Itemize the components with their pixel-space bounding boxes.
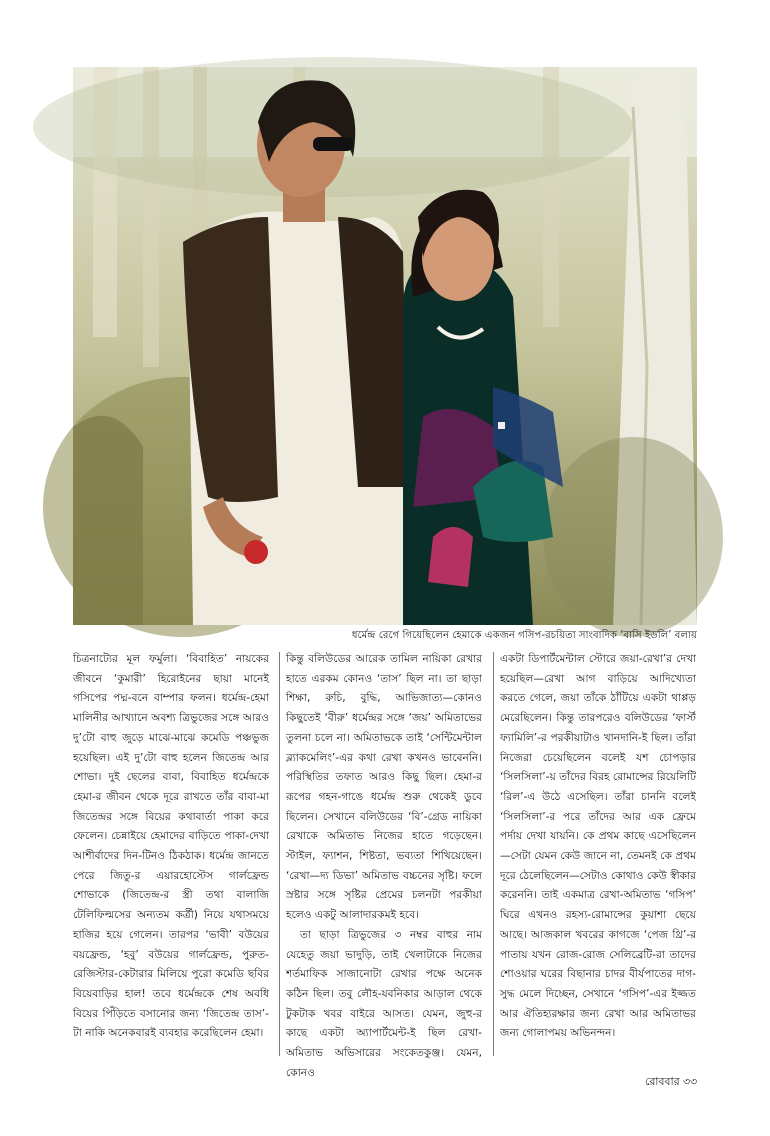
page-folio bbox=[560, 1073, 697, 1089]
paragraph: একটা ডিপার্টমেন্টাল স্টোরে জয়া-রেখা’র দেখা হয়েছিল—রেখা আগ বাড়িয়ে আদিখ্যেতা করতে গেলে, জয়া তাঁকে ঠাঁটিয়ে একটা থাপ্পড় মেরেছিলেন। কিন্তু তারপরেও বলিউডের ‘ফার্স্ট ফ্যামিলি’-র পরকীয়াটাও খানদানি-ই ছিল। তাঁরা নিজেরা চেয়েছিলেন বলেই যশ চোপড়ার ‘সিলসিলা’-য় তাঁদের বিরহ রোমান্সের রিয়েলিটি ‘রিল’-এ উঠে এসেছিল। তাঁরা চাননি বলেই ‘সিলসিলা’-র পরে তাঁদের আর এক ফ্রেমে পর্দায় দেখা যায়নি। কে প্রথম কাছে এসেছিলেন—সেটা যেমন কেউ জানে না, তেমনই কে প্রথম দূরে ঠেলেছিলেন—সেটাও কোথাও কেউ স্বীকার করেননি। তাই একমাত্র রেখা-অমিতাভ ‘গসিপ’ ঘিরে এখনও রহস্য-রোমান্সের কুয়াশা ছেয়ে আছে। আজকাল খবরের কাগজে ‘পেজ থ্রি’-র পাতায় যখন রোজ-রোজ সেলিব্রেটি-রা তাদের শোওয়ার ঘরের বিছানার চাদর বীর্যপাতের দাগ-সুদ্ধ মেলে দিচ্ছেন, সেখানে ‘গসিপ’-এর ইজ্জত আর ঐতিহ্যরক্ষার জন্য রেখা আর অমিতাভর জন্য গোলাপময় অভিনন্দন। bbox=[500, 653, 696, 1040]
page-number: ৩৩ bbox=[682, 1075, 697, 1088]
couple-photo-illustration bbox=[73, 67, 697, 625]
magazine-name: রোববার bbox=[644, 1075, 680, 1088]
paragraph: তা ছাড়া ত্রিভুজের ৩ নম্বর বাহুর নাম যেহেতু জয়া ভাদুড়ি, তাই খেলাটাকে নিজের শর্তমাফিক সাজানোটা রেখার পক্ষে অনেক কঠিন ছিল। তবু লৌহ-যবনিকার আড়াল থেকে টুকটাক খবর বাইরে আসত। যেমন, জুহু-র কাছে একটা অ্যাপার্টমেন্ট-ই ছিল রেখা-অমিতাভ অভিসারের সংকেতকুঞ্জ। যেমন, কোনও bbox=[286, 928, 482, 1079]
text-column-3 bbox=[500, 650, 696, 1060]
text-column-1 bbox=[73, 650, 269, 1060]
column-divider bbox=[279, 652, 280, 1056]
paragraph: কিন্তু বলিউডের আরেক তামিল নায়িকা রেখার হাতে এরকম কোনও ‘তাস’ ছিল না। তা ছাড়া শিক্ষা, রুচি, বুদ্ধি, আভিজাত্য—কোনও কিছুতেই ‘বীরু’ ধর্মেন্দ্রর সঙ্গে ‘জয়’ অমিতাভের তুলনা চলে না। অমিতাভকে তাই ‘সেন্টিমেন্টাল ব্ল্যাকমেলিং’-এর কথা রেখা কখনও ভাবেননি। পরিস্থিতির তফাত আরও কিছু ছিল। হেমা-র রূপের গহন-গাঙে ধর্মেন্দ্র শুরু থেকেই ডুবে ছিলেন। সেখানে বলিউডের ‘বি’-গ্রেড নায়িকা রেখাকে অমিতাভ নিজের হাতে গড়েছেন। স্টাইল, ফ্যাশন, শিষ্টতা, ভব্যতা শিখিয়েছেন। ‘রেখা—দ্য ডিভা’ অমিতাভ বচ্চনের সৃষ্টি। ফলে স্রষ্টার সঙ্গে সৃষ্টির প্রেমের চলনটা পরকীয়া হলেও একটু আলাদারকমই হবে। bbox=[286, 653, 482, 922]
cover-photo bbox=[73, 67, 697, 625]
column-divider bbox=[493, 652, 494, 1056]
paragraph: চিত্রনাট্যের মূল ফর্মুলা। ‘বিবাহিত’ নায়কের জীবনে ‘কুমারী’ হিরোইনের ছায়া মানেই গসিপের পদ্ম-বনে বাম্পার ফলন। ধর্মেন্দ্র-হেমা মালিনীর আখ্যানে অবশ্য ত্রিভুজের সঙ্গে আরও দু’টো বাহু জুড়ে মাঝে-মাঝে কমেডি পঞ্চভুজ হয়েছিল। এই দু’টো বাহু হলেন জিতেন্দ্র আর শোভা। দুই ছেলের বাবা, বিবাহিত ধর্মেন্দ্রকে হেমা-র জীবন থেকে দূরে রাখতে তাঁর বাবা-মা জিতেন্দ্রর সঙ্গে বিয়ের কথাবার্তা পাকা করে ফেলেন। চেন্নাইয়ে হেমাদের বাড়িতে পাকা-দেখা আশীর্বাদের দিন-টিনও ঠিকঠাক। ধর্মেন্দ্র জানতে পেরে জিতু-র এয়ারহোস্টেস গার্লফ্রেন্ড শোভাকে (জিতেন্দ্র-র স্ত্রী তথা বালাজি টেলিফিল্মসের অন্যতম কর্ত্রী) নিয়ে যথাসময়ে হাজির হয়ে গেলেন। তারপর ‘ভাবী’ বউয়ের বয়ফ্রেন্ড, ‘হবু’ বউয়ের গার্লফ্রেন্ড, পুরুত-রেজিস্টার-কেটারার মিলিয়ে পুরো কমেডি ছবির বিয়েবাড়ির হাল! তবে ধর্মেন্দ্রকে শেষ অবধি বিয়ের পিঁড়িতে বসানোর জন্য ‘জিতেন্দ্র তাস’-টা নাকি অনেকবারই ব্যবহার করেছিলেন হেমা। bbox=[73, 653, 269, 1040]
photo-caption: ধর্মেন্দ্র রেগে গিয়েছিলেন হেমাকে একজন গসিপ-রচয়িতা সাংবাদিক ‘বাসি ইডলি’ বলায় bbox=[351, 630, 697, 641]
text-column-2 bbox=[286, 650, 482, 1079]
